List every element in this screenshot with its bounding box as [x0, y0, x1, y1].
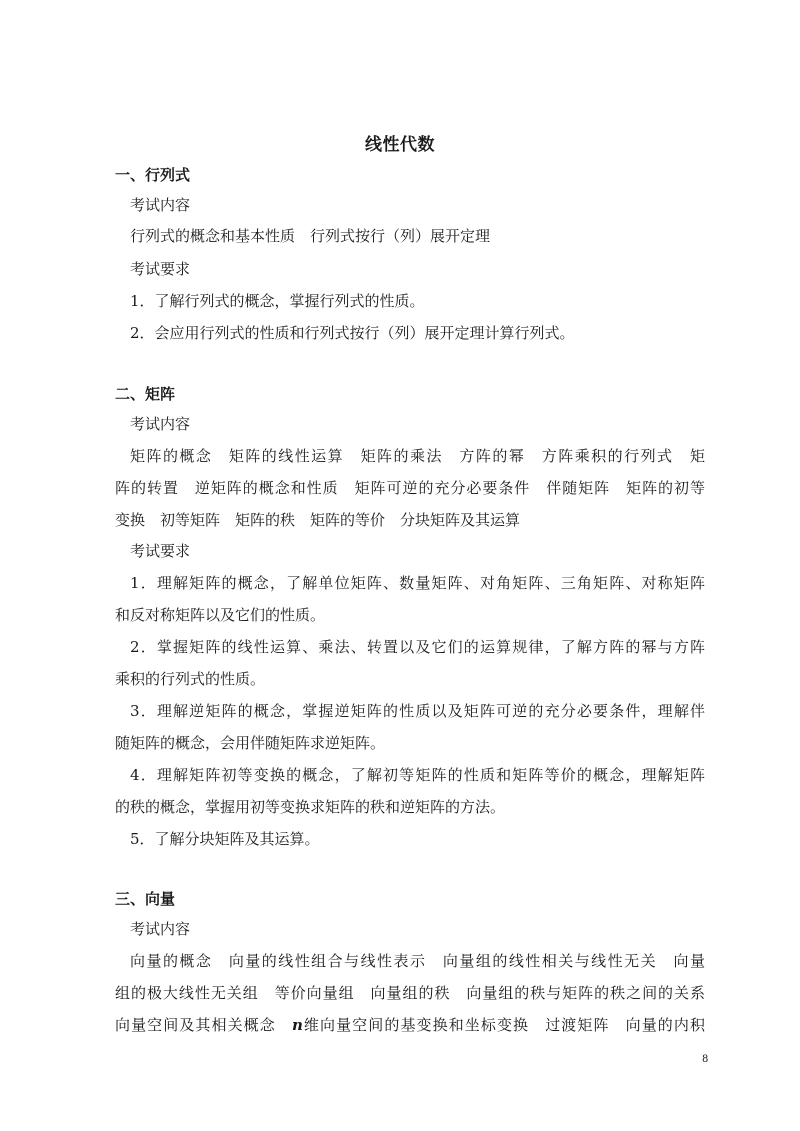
content-line: 组的极大线性无关组 等价向量组 向量组的秩 向量组的秩与矩阵的秩之间的关系	[115, 984, 705, 1002]
requirement-line: 2．会应用行列式的性质和行列式按行（列）展开定理计算行列式。	[130, 324, 575, 342]
math-variable: n	[291, 1016, 303, 1034]
content-label: 考试内容	[130, 196, 191, 214]
content-segment: 维向量空间的基变换和坐标变换 过渡矩阵 向量的内积	[302, 1016, 705, 1034]
requirement-line: 3．理解逆矩阵的概念，掌握逆矩阵的性质以及矩阵可逆的充分必要条件，理解伴	[130, 702, 705, 720]
content-line: 行列式的概念和基本性质 行列式按行（列）展开定理	[130, 227, 491, 245]
requirement-line: 1．了解行列式的概念，掌握行列式的性质。	[130, 292, 425, 310]
content-line: 阵的转置 逆矩阵的概念和性质 矩阵可逆的充分必要条件 伴随矩阵 矩阵的初等	[115, 479, 705, 497]
requirements-label: 考试要求	[130, 260, 191, 278]
requirement-line: 2．掌握矩阵的线性运算、乘法、转置以及它们的运算规律，了解方阵的幂与方阵	[130, 638, 705, 656]
requirement-line: 和反对称矩阵以及它们的性质。	[115, 606, 326, 624]
content-label: 考试内容	[130, 415, 191, 433]
section-heading-determinant: 一、行列式	[115, 166, 191, 184]
requirement-line: 乘积的行列式的性质。	[115, 670, 266, 688]
requirement-line: 1．理解矩阵的概念，了解单位矩阵、数量矩阵、对角矩阵、三角矩阵、对称矩阵	[130, 574, 705, 592]
page-number: 8	[702, 1054, 709, 1065]
requirements-label: 考试要求	[130, 542, 191, 560]
content-label: 考试内容	[130, 920, 191, 938]
requirement-line: 的秩的概念，掌握用初等变换求矩阵的秩和逆矩阵的方法。	[115, 798, 506, 816]
content-line: 向量的概念 向量的线性组合与线性表示 向量组的线性相关与线性无关 向量	[130, 952, 705, 970]
content-line: 变换 初等矩阵 矩阵的秩 矩阵的等价 分块矩阵及其运算	[115, 511, 521, 529]
content-segment: 向量空间及其相关概念	[115, 1016, 292, 1034]
requirement-line: 4．理解矩阵初等变换的概念，了解初等矩阵的性质和矩阵等价的概念，理解矩阵	[130, 766, 705, 784]
requirement-line: 5．了解分块矩阵及其运算。	[130, 830, 320, 848]
section-heading-vector: 三、向量	[115, 890, 176, 908]
page-title: 线性代数	[365, 135, 435, 155]
content-line: 矩阵的概念 矩阵的线性运算 矩阵的乘法 方阵的幂 方阵乘积的行列式 矩	[130, 447, 705, 465]
section-heading-matrix: 二、矩阵	[115, 385, 176, 403]
requirement-line: 随矩阵的概念，会用伴随矩阵求逆矩阵。	[115, 734, 386, 752]
content-line	[115, 1015, 705, 1035]
